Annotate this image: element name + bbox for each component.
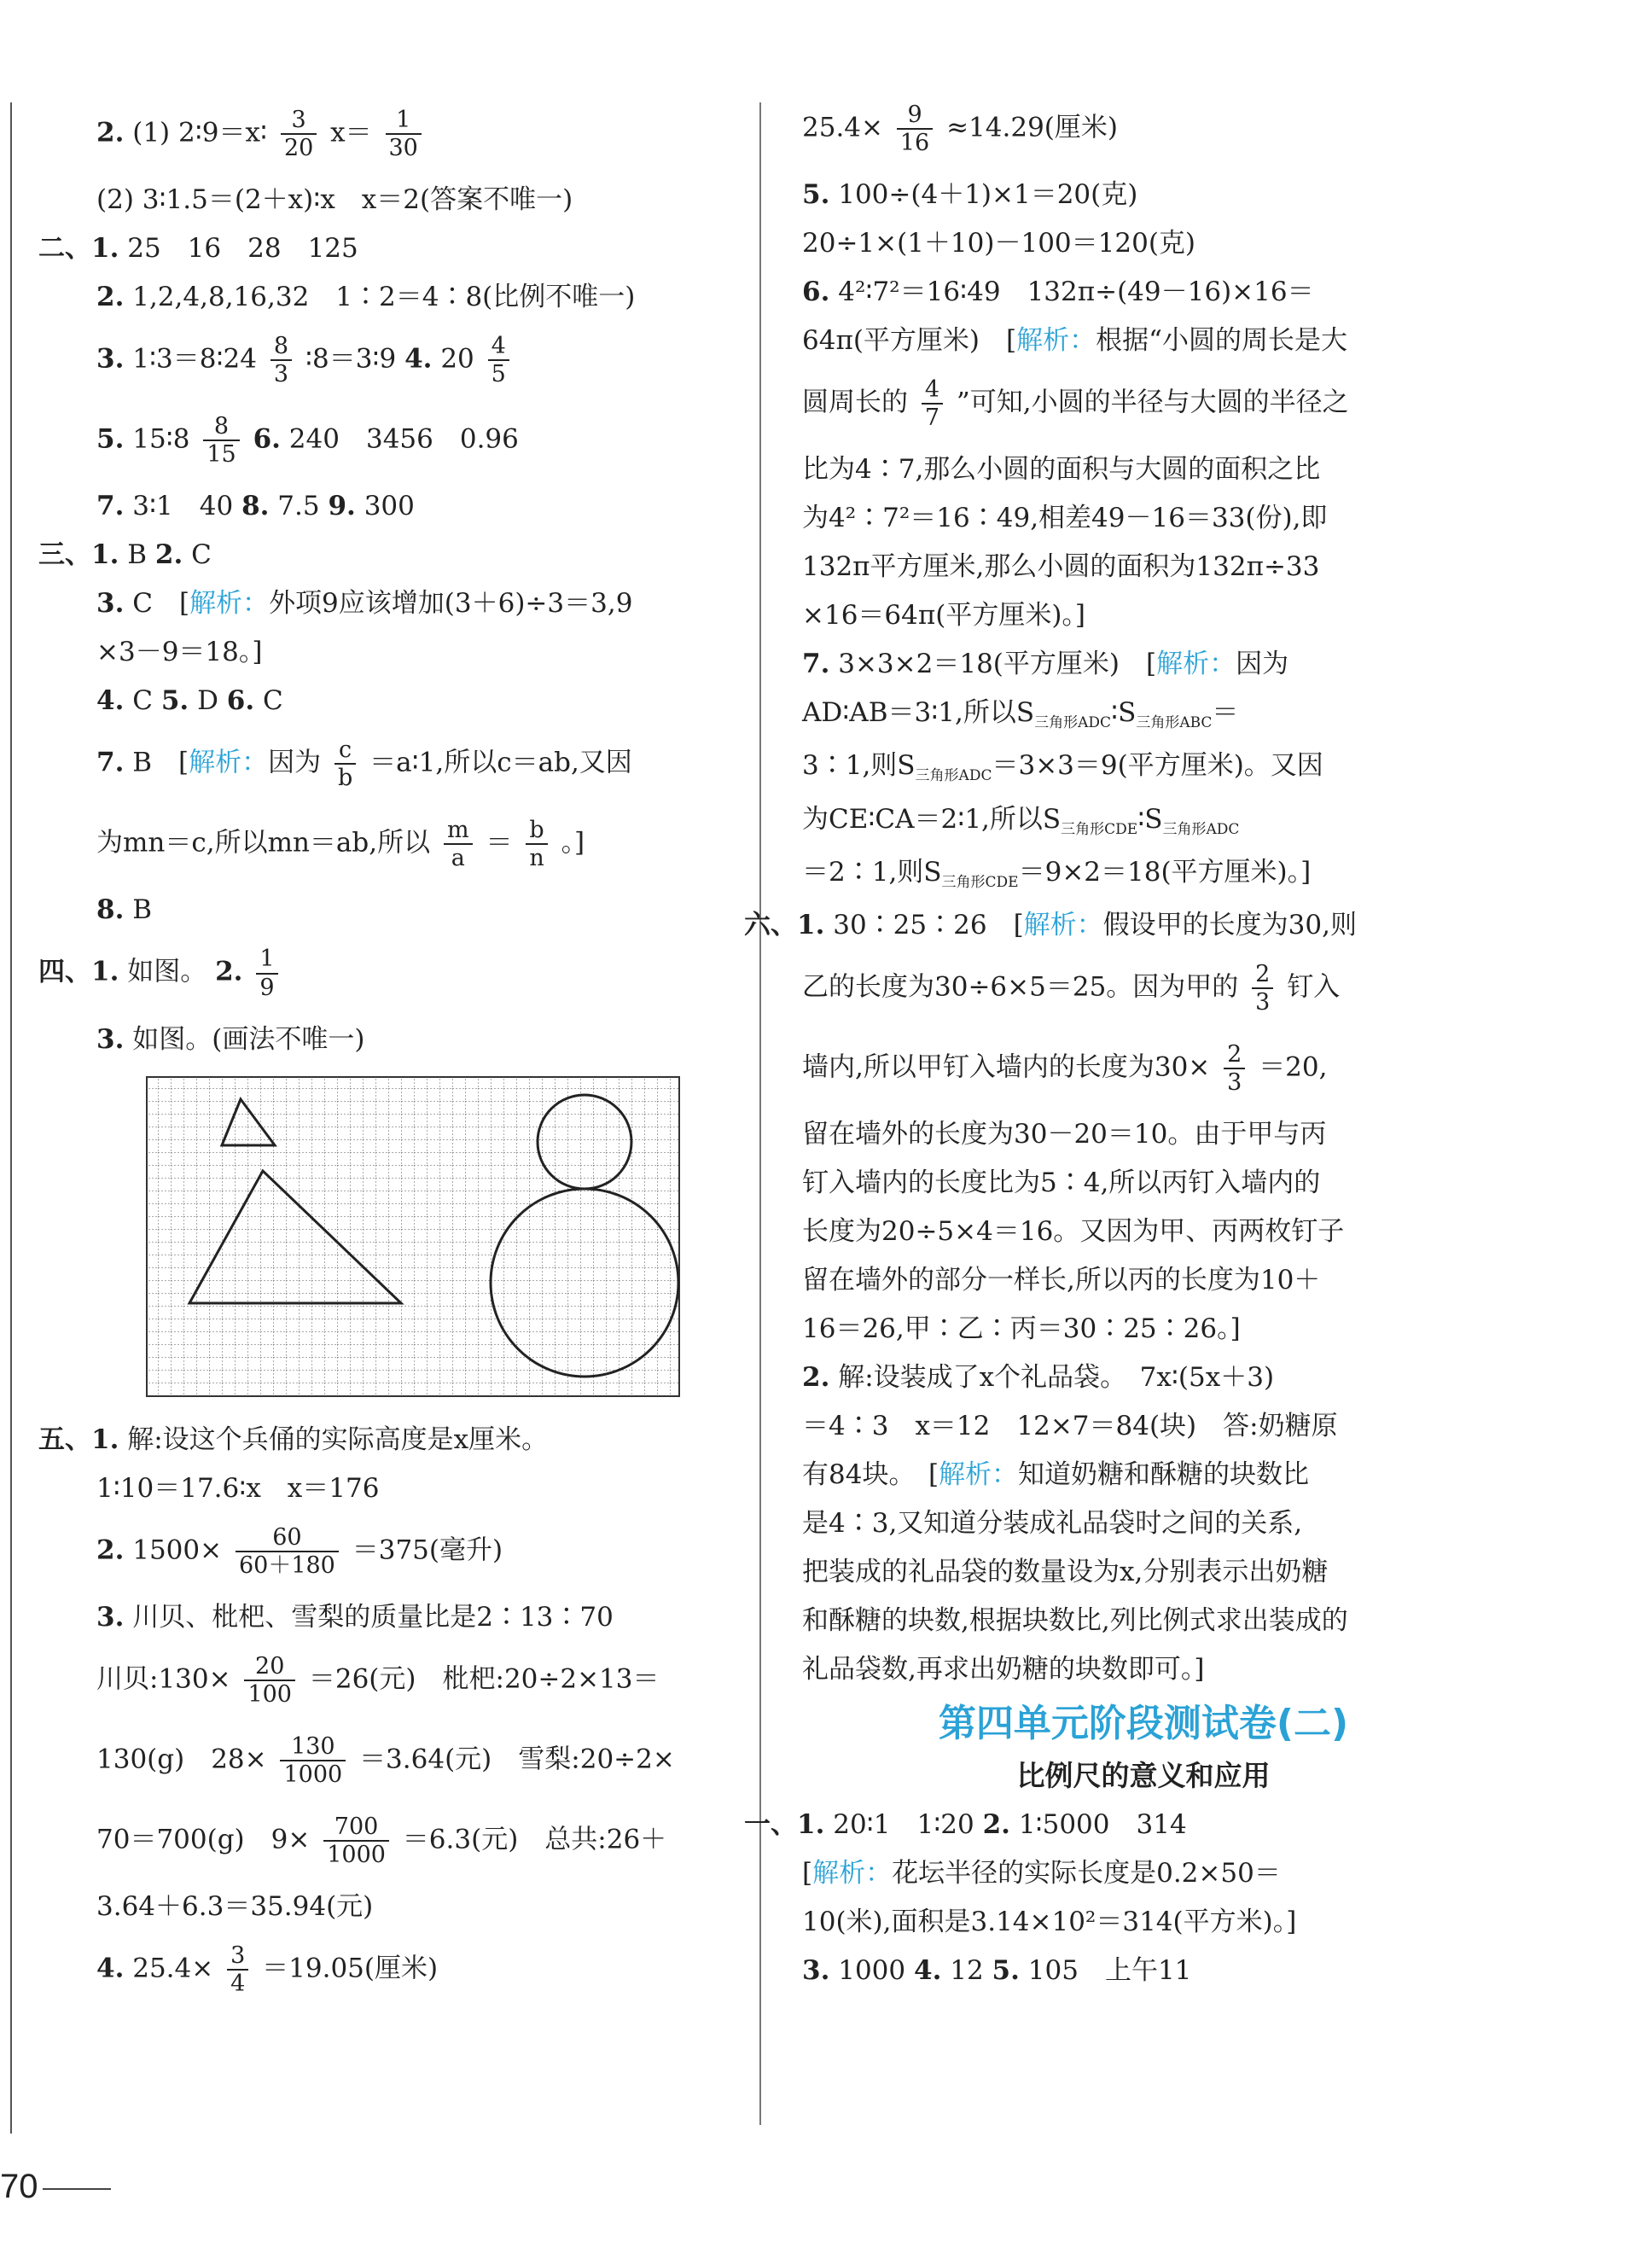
fraction: $\frac{2}{3}$: [1252, 961, 1273, 1016]
answer-text: 20∶1 1∶20: [833, 1809, 974, 1841]
answer-line: [802, 102, 1485, 156]
answer-text: B: [132, 894, 153, 926]
question-number: 6.: [226, 685, 255, 717]
answer-text: ≈14.29(厘米): [946, 112, 1118, 143]
answer-text: 如图。: [127, 957, 207, 988]
answer-text: 1∶5000 314: [1018, 1809, 1187, 1841]
subscript: 三角形ADC: [1162, 820, 1240, 838]
question-number: 3.: [96, 1601, 125, 1633]
question-number: 1.: [91, 1424, 119, 1455]
analysis-tag: 解析：: [1023, 909, 1103, 940]
answer-text: 川贝:130×: [96, 1663, 231, 1695]
fraction: $\frac{130}{1000}$: [280, 1733, 346, 1788]
answer-text: 有84块。 [: [802, 1459, 939, 1491]
answer-line: [802, 1121, 1485, 1148]
answer-text: ＝375(毫升): [352, 1534, 503, 1566]
answer-text: 25.4×: [802, 112, 883, 143]
answer-line: [802, 505, 1485, 532]
fraction: $\frac{1}{9}$: [256, 946, 277, 1000]
answer-line: [38, 1601, 738, 1633]
right-column: [744, 102, 1485, 2006]
subscript: 三角形CDE: [1061, 820, 1138, 838]
subscript: 三角形ADC: [915, 767, 992, 785]
answer-text: 25.4×: [132, 1953, 214, 1984]
subscript: 三角形ADC: [1034, 714, 1112, 732]
answer-text: 知道奶糖和酥糖的块数比: [1018, 1459, 1310, 1491]
answer-text: 假设甲的长度为30,则: [1102, 909, 1357, 940]
analysis-tag: 解析：: [189, 588, 270, 620]
answer-line: [38, 1733, 738, 1788]
answer-line: [802, 1313, 1485, 1345]
answer-line: [802, 230, 1485, 257]
answer-text: 把装成的礼品袋的数量设为x,分别表示出奶糖: [802, 1557, 1329, 1588]
question-number: 2.: [96, 282, 125, 313]
fraction: $\frac{60}{60+180}$: [236, 1524, 339, 1579]
answer-text: [: [802, 1858, 813, 1889]
question-number: 2.: [154, 539, 183, 571]
question-number: 2.: [802, 1362, 830, 1394]
answer-line: [802, 1362, 1485, 1394]
answer-text: 7.5: [277, 491, 320, 522]
answer-line: [802, 1413, 1485, 1440]
answer-line: [38, 946, 738, 1000]
fraction: $\frac{700}{1000}$: [323, 1814, 389, 1868]
answer-text: ＝6.3(元) 总共:26＋: [402, 1824, 667, 1855]
answer-text: 圆周长的: [802, 387, 908, 418]
question-number: 1.: [91, 233, 119, 265]
answer-text: 3×3×2＝18(平方厘米) [: [838, 649, 1157, 680]
answer-line: [802, 1909, 1485, 1936]
question-number: 1.: [91, 539, 119, 571]
answer-line: [802, 279, 1485, 306]
question-number: 4.: [404, 343, 433, 375]
fraction: $\frac{4}{7}$: [922, 376, 943, 431]
answer-text: D: [197, 685, 218, 717]
question-number: 9.: [328, 491, 356, 522]
answer-text: 300: [364, 491, 415, 522]
analysis-tag: 解析：: [1016, 325, 1096, 357]
answer-line: [38, 1524, 738, 1579]
subscript: 三角形ABC: [1136, 714, 1213, 732]
fraction: $\frac{9}{16}$: [897, 102, 933, 156]
fraction: $\frac{2}{3}$: [1224, 1041, 1245, 1096]
fraction: $\frac{20}{100}$: [244, 1653, 295, 1708]
answer-text: ＝2∶1,则S: [802, 856, 942, 888]
analysis-tag: 解析：: [189, 747, 269, 778]
answer-line: [802, 1654, 1485, 1686]
answer-line: [38, 107, 738, 161]
grid-figure: [145, 1075, 738, 1405]
answer-line: [38, 539, 738, 571]
answer-line: [802, 856, 1485, 891]
answer-text: ＝9×2＝18(平方厘米)。]: [1018, 856, 1312, 888]
question-number: 3.: [96, 1023, 125, 1055]
answer-line: [802, 179, 1485, 211]
answer-text: 30∶25∶26 [: [833, 909, 1024, 940]
answer-line: [38, 1942, 738, 1997]
answer-text: 因为: [268, 747, 322, 778]
answer-line: [38, 284, 738, 311]
answer-text: 。]: [561, 827, 585, 859]
answer-text: ＝4∶3 x＝12 12×7＝84(块) 答:奶糖原: [802, 1411, 1338, 1442]
answer-text: 10(米),面积是3.14×10²＝314(平方米)。]: [802, 1907, 1297, 1938]
answer-text: 25 16 28 125: [127, 233, 358, 265]
grid-figure-svg: [145, 1075, 683, 1400]
fraction: $\frac{3}{20}$: [281, 107, 317, 161]
analysis-tag: 解析：: [1156, 649, 1236, 680]
answer-text: 15∶8: [132, 423, 190, 455]
answer-text: 钉入墙内的长度比为5∶4,所以丙钉入墙内的: [802, 1167, 1321, 1199]
page-number: 70: [0, 2168, 38, 2205]
answer-text: 根据“小圆的周长是大: [1096, 325, 1347, 357]
answer-text: 墙内,所以甲钉入墙内的长度为30×: [802, 1051, 1211, 1083]
answer-text: ∶8＝3∶9: [305, 343, 397, 375]
answer-line: [802, 325, 1485, 357]
answer-text: ＝a∶1,所以c＝ab,又因: [369, 747, 632, 778]
fraction: $\frac{b}{n}$: [526, 817, 547, 871]
answer-text: AD∶AB＝3∶1,所以S: [802, 697, 1035, 729]
fraction: $\frac{8}{15}$: [203, 413, 239, 468]
answer-line: [802, 1459, 1485, 1491]
answer-text: 240 3456 0.96: [288, 423, 519, 455]
answer-text: 为CE∶CA＝2∶1,所以S: [802, 803, 1062, 835]
answer-line: [38, 737, 738, 791]
answer-text: ＝20,: [1259, 1051, 1328, 1083]
question-number: 7.: [802, 649, 830, 680]
answer-text: 为4²∶7²＝16∶49,相差49－16＝33(份),即: [802, 503, 1328, 534]
answer-line: [802, 376, 1485, 431]
answer-text: B [: [132, 747, 189, 778]
answer-text: 1∶10＝17.6∶x x＝176: [96, 1472, 380, 1504]
question-number: 1.: [797, 1809, 825, 1841]
answer-line: [802, 454, 1485, 486]
answer-text: 1,2,4,8,16,32 1∶2＝4∶8(比例不唯一): [132, 282, 636, 313]
answer-line: [38, 413, 738, 468]
answer-line: [38, 184, 738, 216]
answer-text: 3.64＋6.3＝35.94(元): [96, 1890, 374, 1922]
answer-text: 3∶1 40: [132, 491, 234, 522]
answer-text: ∶S: [1111, 697, 1137, 729]
answer-line: [38, 1424, 738, 1455]
answer-text: ”可知,小圆的半径与大圆的半径之: [956, 387, 1349, 418]
answer-text: 为mn＝c,所以mn＝ab,所以: [96, 827, 431, 859]
answer-line: [802, 551, 1485, 583]
answer-text: 4²∶7²＝16∶49 132π÷(49－16)×16＝: [838, 277, 1314, 308]
answer-line: [802, 1955, 1485, 1987]
answer-text: 130(g) 28×: [96, 1744, 267, 1775]
question-number: 3.: [96, 343, 125, 375]
answer-text: 和酥糖的块数,根据块数比,列比例式求出装成的: [802, 1605, 1348, 1637]
answer-text: 如图。(画法不唯一): [132, 1023, 365, 1055]
answer-text: 乙的长度为30÷6×5＝25。因为甲的: [802, 971, 1239, 1003]
answer-line: [38, 1472, 738, 1504]
question-number: 3.: [802, 1955, 830, 1987]
answer-line: [802, 803, 1485, 838]
answer-text: 3∶1,则S: [802, 750, 916, 782]
section-number: 六、: [744, 909, 797, 940]
answer-text: 132π平方厘米,那么小圆的面积为132π÷33: [802, 551, 1320, 583]
section-number: 一、: [744, 1809, 797, 1841]
answer-line: [802, 651, 1485, 678]
answer-text: ＝: [486, 827, 513, 859]
page-number-rule: [43, 2188, 111, 2190]
answer-text: (2) 3∶1.5＝(2＋x)∶x x＝2(答案不唯一): [96, 184, 573, 216]
answer-text: 解:设装成了x个礼品袋。 7x∶(5x＋3): [838, 1362, 1275, 1394]
question-number: 4.: [914, 1955, 942, 1987]
answer-text: x＝: [330, 117, 372, 148]
answer-text: 留在墙外的长度为30－20＝10。由于甲与丙: [802, 1119, 1327, 1150]
question-number: 7.: [96, 491, 125, 522]
answer-text: ×16＝64π(平方厘米)。]: [802, 600, 1086, 632]
question-number: 2.: [215, 957, 243, 988]
answer-line: [802, 961, 1485, 1016]
answer-line: [38, 1653, 738, 1708]
answer-line: [802, 1605, 1485, 1637]
answer-text: 70＝700(g) 9×: [96, 1824, 311, 1855]
answer-line: [744, 909, 1485, 940]
answer-line: [38, 333, 738, 387]
answer-text: 因为: [1236, 649, 1289, 680]
answer-line: [38, 588, 738, 620]
question-number: 5.: [802, 179, 830, 211]
question-number: 2.: [96, 1534, 125, 1566]
question-number: 4.: [96, 1953, 125, 1984]
answer-line: [38, 233, 738, 265]
answer-text: 1000: [838, 1955, 906, 1987]
analysis-tag: 解析：: [812, 1858, 893, 1889]
answer-line: [38, 639, 738, 666]
question-number: 2.: [96, 117, 125, 148]
left-column: [38, 107, 738, 2023]
answer-line: [744, 1809, 1485, 1841]
answer-text: ×3－9＝18。]: [96, 637, 263, 668]
section-number: 二、: [38, 233, 91, 265]
answer-line: [802, 750, 1485, 785]
fraction: $\frac{m}{a}$: [444, 817, 473, 871]
answer-text: 12: [950, 1955, 984, 1987]
answer-text: 20÷1×(1＋10)－100＝120(克): [802, 228, 1196, 259]
answer-text: 外项9应该增加(3＋6)÷3＝3,9: [269, 588, 633, 620]
analysis-tag: 解析：: [939, 1459, 1019, 1491]
answer-line: [38, 894, 738, 926]
answer-text: 留在墙外的部分一样长,所以丙的长度为10＋: [802, 1265, 1321, 1296]
answer-line: [38, 493, 738, 520]
question-number: 5.: [96, 423, 125, 455]
answer-text: 解:设这个兵俑的实际高度是x厘米。: [127, 1424, 549, 1455]
answer-text: ＝3×3＝9(平方厘米)。又因: [992, 750, 1323, 782]
answer-text: 1500×: [132, 1534, 223, 1566]
unit-subtitle: 比例尺的意义和应用: [1016, 1759, 1271, 1793]
answer-line: [38, 1890, 738, 1922]
fraction: $\frac{4}{5}$: [488, 333, 509, 387]
answer-text: C: [263, 685, 283, 717]
question-number: 7.: [96, 747, 125, 778]
question-number: 6.: [253, 423, 281, 455]
answer-text: 1∶3＝8∶24: [132, 343, 257, 375]
question-number: 1.: [797, 909, 825, 940]
answer-line: [38, 817, 738, 871]
section-number: 四、: [38, 957, 91, 988]
answer-text: 100÷(4＋1)×1＝20(克): [838, 179, 1138, 211]
answer-text: ＝: [1212, 697, 1239, 729]
question-number: 8.: [241, 491, 270, 522]
answer-text: 钉入: [1287, 971, 1341, 1003]
unit-title: 第四单元阶段测试卷(二): [938, 1702, 1349, 1746]
answer-text: B: [127, 539, 148, 571]
question-number: 5.: [160, 685, 189, 717]
answer-text: C [: [132, 588, 190, 620]
subscript: 三角形CDE: [941, 873, 1019, 891]
answer-text: ＝19.05(厘米): [262, 1953, 439, 1984]
answer-line: [802, 1267, 1485, 1294]
answer-text: C: [132, 685, 153, 717]
answer-line: [38, 1023, 738, 1055]
answer-text: 64π(平方厘米) [: [802, 325, 1017, 357]
answer-line: [802, 1041, 1485, 1096]
question-number: 8.: [96, 894, 125, 926]
question-number: 2.: [982, 1809, 1010, 1841]
left-edge-rule: [10, 102, 12, 2134]
answer-line: [38, 1814, 738, 1868]
answer-line: [802, 697, 1485, 732]
answer-text: ∶S: [1137, 803, 1163, 835]
answer-line: [802, 1559, 1485, 1586]
fraction: $\frac{8}{3}$: [270, 333, 292, 387]
answer-text: 105 上午11: [1027, 1955, 1192, 1987]
answer-text: 20: [440, 343, 474, 375]
answer-text: ＝3.64(元) 雪梨:20÷2×: [359, 1744, 675, 1775]
section-number: 五、: [38, 1424, 91, 1455]
answer-text: 花坛半径的实际长度是0.2×50＝: [892, 1858, 1281, 1889]
answer-line: [802, 600, 1485, 632]
answer-line: [802, 1167, 1485, 1199]
fraction: $\frac{3}{4}$: [227, 1942, 248, 1997]
answer-text: 川贝、枇杷、雪梨的质量比是2∶13∶70: [132, 1601, 614, 1633]
answer-text: 长度为20÷5×4＝16。又因为甲、丙两枚钉子: [802, 1216, 1345, 1248]
answer-line: [38, 685, 738, 717]
answer-line: [802, 1508, 1485, 1540]
question-number: 5.: [992, 1955, 1020, 1987]
answer-text: ＝26(元) 枇杷:20÷2×13＝: [308, 1663, 660, 1695]
fraction: $\frac{1}{30}$: [386, 107, 422, 161]
question-number: 1.: [91, 957, 119, 988]
answer-text: 礼品袋数,再求出奶糖的块数即可。]: [802, 1654, 1205, 1686]
question-number: 4.: [96, 685, 125, 717]
question-number: 3.: [96, 588, 125, 620]
answer-text: 比为4∶7,那么小圆的面积与大圆的面积之比: [802, 454, 1321, 486]
fraction: $\frac{c}{b}$: [334, 737, 356, 791]
answer-text: C: [191, 539, 212, 571]
answer-text: 是4∶3,又知道分装成礼品袋时之间的关系,: [802, 1508, 1303, 1540]
answer-text: 16＝26,甲∶乙∶丙＝30∶25∶26。]: [802, 1313, 1241, 1345]
answer-line: [802, 1216, 1485, 1248]
answer-text: (1) 2∶9＝x∶: [132, 117, 268, 148]
section-number: 三、: [38, 539, 91, 571]
answer-line: [802, 1860, 1485, 1887]
question-number: 6.: [802, 277, 830, 308]
